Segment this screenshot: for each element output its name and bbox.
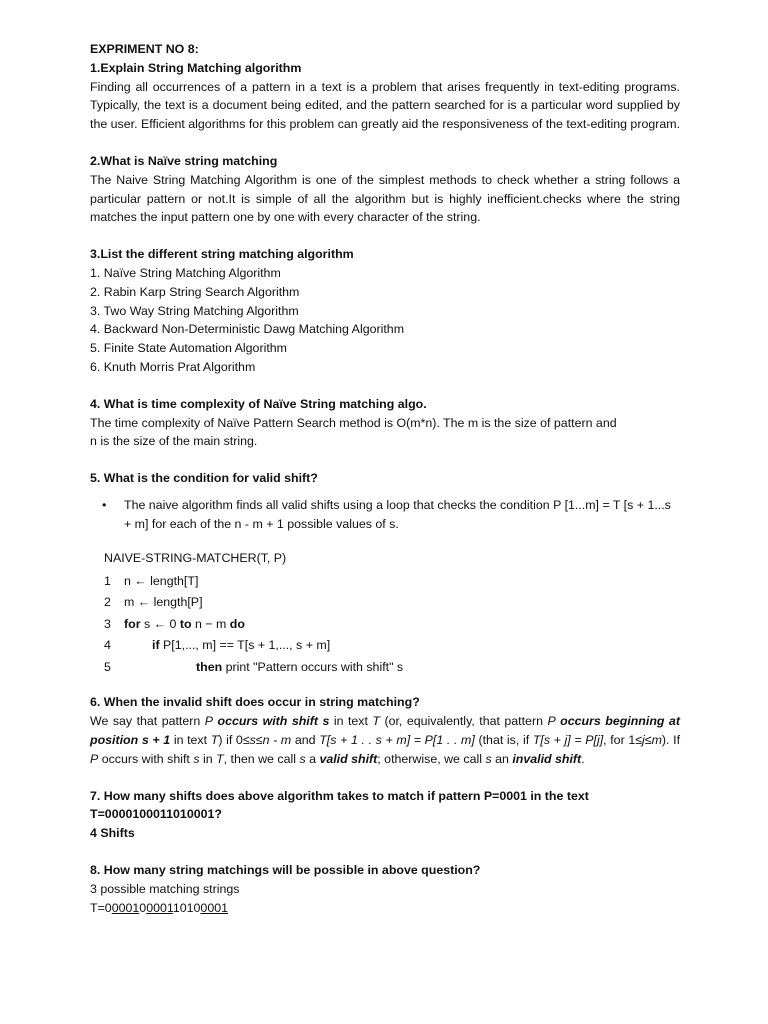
line-code: s ← 0 (143, 616, 177, 631)
q5-heading: 5. What is the condition for valid shift? (90, 471, 318, 486)
q3-list-item: 4. Backward Non-Deterministic Dawg Matching Algorithm (90, 322, 405, 337)
q1-body: Finding all occurrences of a pattern in a text is a problem that arises frequently in text-editing programs. Typically, the text is a document being edited, and the pattern searched for is a particular word supplied by the user. Efficient algorithms for this problem can greatly aid the responsiveness of the text-editing program. (90, 79, 681, 132)
document-title: EXPRIMENT NO 8: (90, 42, 199, 56)
q7-heading-line1: 7. How many shifts does above algorithm takes to match if pattern P=0001 in the text (90, 788, 589, 803)
q3-list-item: 2. Rabin Karp String Search Algorithm (90, 284, 300, 299)
line-code: n − m (194, 616, 227, 631)
match-underline: 0001 (111, 900, 140, 915)
algorithm-line (104, 593, 680, 615)
q1-heading: 1.Explain String Matching algorithm (90, 60, 302, 75)
algorithm-line (104, 572, 680, 594)
algorithm-line (104, 658, 680, 680)
line-code: print "Pattern occurs with shift" s (225, 659, 404, 674)
keyword-if: if (152, 638, 160, 653)
q8-answer: 3 possible matching strings (90, 881, 240, 896)
line-code: n ← length[T] (124, 573, 199, 588)
q5-bullet-list (90, 496, 680, 533)
match-underline: 0001 (146, 900, 173, 915)
q2-body: The Naive String Matching Algorithm is one of the simplest methods to check whether a string follows a particular pattern or not.It is simple of all the algorithm but is highly inefficient.checks where the string matches the input pattern one by one with every character of the string. (90, 172, 680, 225)
document-page (90, 40, 680, 917)
keyword-to: to (179, 616, 192, 631)
q3-list-item: 3. Two Way String Matching Algorithm (90, 303, 299, 318)
q4-body-line1: The time complexity of Naïve Pattern Search method is O(m*n). The m is the size of pattern and (90, 415, 617, 430)
q2-heading: 2.What is Naïve string matching (90, 153, 278, 168)
naive-algorithm-pseudocode (90, 549, 680, 679)
line-number: 5 (104, 659, 111, 674)
line-number: 2 (104, 595, 111, 610)
algorithm-header: NAIVE-STRING-MATCHER(T, P) (104, 551, 287, 566)
q4-heading: 4. What is time complexity of Naïve String matching algo. (90, 396, 427, 411)
q7-answer: 4 Shifts (90, 826, 135, 841)
line-code: m ← length[P] (124, 595, 203, 610)
q8-text-string: T=000010000110100001 (90, 900, 228, 915)
q6-heading: 6. When the invalid shift does occur in string matching? (90, 695, 420, 710)
q3-heading: 3.List the different string matching algorithm (90, 247, 354, 262)
keyword-for: for (124, 616, 141, 631)
q3-list-item: 6. Knuth Morris Prat Algorithm (90, 359, 256, 374)
match-underline: 0001 (200, 900, 228, 915)
keyword-then: then (196, 659, 223, 674)
line-number: 3 (104, 616, 111, 631)
q5-bullet: • The naive algorithm finds all valid shifts using a loop that checks the condition P [1...m] = T [s + 1...s + m] for each of the n - m + 1 possible values of s. (124, 496, 680, 533)
q8-heading: 8. How many string matchings will be possible in above question? (90, 863, 481, 877)
keyword-do: do (229, 616, 245, 631)
q3-list-item: 5. Finite State Automation Algorithm (90, 341, 287, 356)
q7-heading-line2: T=0000100011010001? (90, 807, 222, 822)
q4-body-line2: n is the size of the main string. (90, 434, 258, 449)
q3-list-item: 1. Naïve String Matching Algorithm (90, 265, 281, 280)
q6-body: We say that pattern P occurs with shift s in text T (or, equivalently, that pattern P occurs beginning at position s + 1 in text T) if 0≤s≤n - m and T[s + 1 . . s + m] = P[1 . . m] (that is, if T[s + j] = P[j], for 1≤j≤m). If P occurs with shift s in T, then we call s a valid shift; otherwise, we call s an invalid shift. (90, 714, 681, 766)
line-number: 4 (104, 638, 111, 653)
line-code: P[1,..., m] == T[s + 1,..., s + m] (163, 638, 331, 653)
line-number: 1 (104, 573, 111, 588)
algorithm-line (104, 615, 680, 637)
algorithm-line (104, 636, 680, 658)
